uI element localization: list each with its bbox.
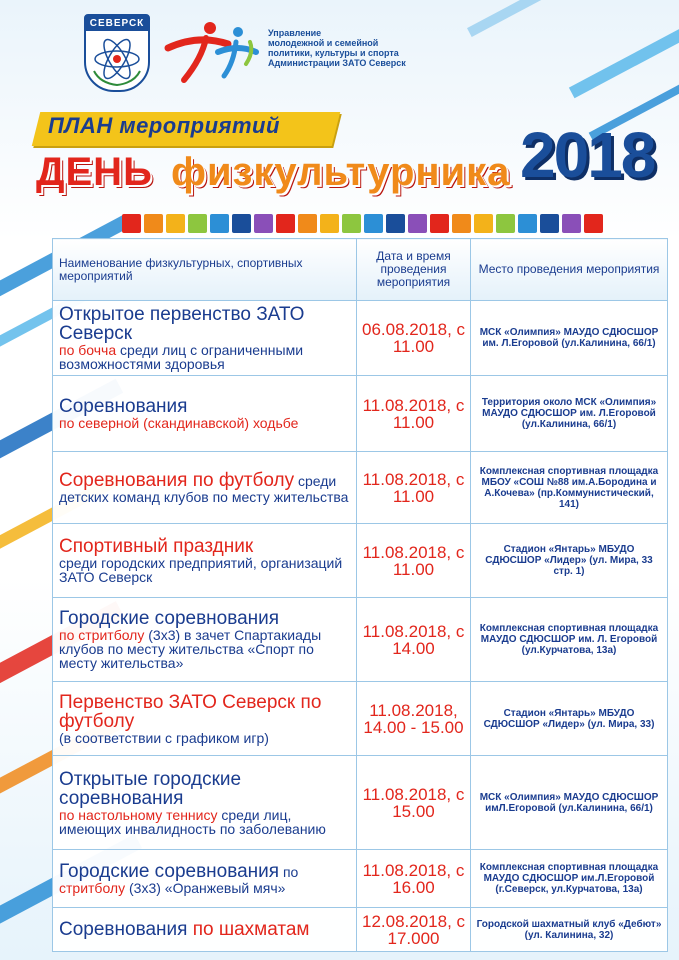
sport-icon bbox=[452, 214, 471, 233]
sport-icon bbox=[364, 214, 383, 233]
title-word-day: ДЕНЬ bbox=[36, 150, 153, 194]
event-desc: (3х3) в зачет Спартакиады клубов по месту жительства «Спорт по месту жительства» bbox=[59, 627, 322, 671]
event-sport: по стритболу bbox=[59, 627, 145, 643]
header bbox=[0, 0, 679, 240]
sport-icon bbox=[298, 214, 317, 233]
event-date: 11.08.2018, с 16.00 bbox=[357, 850, 471, 908]
plan-label: ПЛАН мероприятий bbox=[48, 113, 280, 138]
event-name bbox=[53, 756, 357, 850]
table-row bbox=[53, 301, 668, 376]
org-line: политики, культуры и спорта bbox=[268, 48, 399, 58]
sport-logo-icon bbox=[158, 18, 264, 92]
event-desc: по bbox=[279, 864, 299, 880]
table-row bbox=[53, 682, 668, 756]
table-row bbox=[53, 908, 668, 952]
sport-icon bbox=[562, 214, 581, 233]
organization-name bbox=[268, 28, 418, 68]
event-title: Первенство ЗАТО Северск по футболу bbox=[59, 691, 322, 732]
event-date: 12.08.2018, с 17.000 bbox=[357, 908, 471, 952]
event-sport: по бочча bbox=[59, 342, 117, 358]
col-header-name: Наименование физкультурных, спортивных мероприятий bbox=[53, 239, 357, 301]
event-desc: среди лиц, имеющих инвалидность по заболеванию bbox=[59, 806, 326, 837]
table-row bbox=[53, 452, 668, 524]
event-name bbox=[53, 452, 357, 524]
year: 2018 bbox=[520, 119, 655, 191]
page-title bbox=[36, 150, 510, 195]
event-name bbox=[53, 376, 357, 452]
event-place: Комплексная спортивная площадка МАУДО СДЮСШОР им. Л. Егоровой (ул.Курчатова, 13а) bbox=[471, 598, 668, 682]
event-sport: стритболу bbox=[59, 880, 126, 896]
col-header-date: Дата и время проведения мероприятия bbox=[357, 239, 471, 301]
sport-icon bbox=[320, 214, 339, 233]
event-name bbox=[53, 598, 357, 682]
event-desc: среди городских предприятий, организаций ЗАТО Северск bbox=[59, 555, 343, 585]
table-row bbox=[53, 524, 668, 598]
event-place: Территория около МСК «Олимпия» МАУДО СДЮСШОР им. Л.Егоровой (ул.Калинина, 66/1) bbox=[471, 376, 668, 452]
event-place: Стадион «Янтарь» МБУДО СДЮСШОР «Лидер» (ул. Мира, 33) bbox=[471, 682, 668, 756]
sport-icon bbox=[254, 214, 273, 233]
event-place: МСК «Олимпия» МАУДО СДЮСШОР имЛ.Егоровой (ул.Калинина, 66/1) bbox=[471, 756, 668, 850]
title-word-fizkult: физкультурника bbox=[170, 150, 511, 194]
sport-icon bbox=[122, 214, 141, 233]
city-emblem bbox=[84, 14, 150, 92]
event-sport: по шахматам bbox=[187, 919, 310, 940]
event-name bbox=[53, 301, 357, 376]
event-date: 11.08.2018, с 11.00 bbox=[357, 452, 471, 524]
event-desc: (3х3) «Оранжевый мяч» bbox=[125, 880, 286, 896]
sport-icon bbox=[430, 214, 449, 233]
sport-icon bbox=[540, 214, 559, 233]
event-date: 11.08.2018, с 11.00 bbox=[357, 376, 471, 452]
event-name bbox=[53, 682, 357, 756]
org-line: Администрации ЗАТО Северск bbox=[268, 58, 406, 68]
event-title: Соревнования по футболу bbox=[59, 470, 295, 491]
sport-icon bbox=[166, 214, 185, 233]
event-place: Стадион «Янтарь» МБУДО СДЮСШОР «Лидер» (ул. Мира, 33 стр. 1) bbox=[471, 524, 668, 598]
atom-icon bbox=[86, 31, 148, 89]
event-date: 06.08.2018, с 11.00 bbox=[357, 301, 471, 376]
table-row bbox=[53, 756, 668, 850]
sport-icon bbox=[386, 214, 405, 233]
org-line: Управление bbox=[268, 28, 322, 38]
event-desc: (в соответствии с графиком игр) bbox=[59, 729, 269, 746]
event-place: Комплексная спортивная площадка МБОУ «СОШ №88 им.А.Бородина и А.Кочева» (пр.Коммунистический, 141) bbox=[471, 452, 668, 524]
table-row bbox=[53, 598, 668, 682]
sport-icon bbox=[474, 214, 493, 233]
org-line: молодежной и семейной bbox=[268, 38, 379, 48]
sport-icon bbox=[144, 214, 163, 233]
event-desc: среди лиц с ограниченными возможностями здоровья bbox=[59, 342, 304, 372]
event-title: Соревнования bbox=[59, 919, 188, 940]
event-desc: среди детских команд клубов по месту жительства bbox=[59, 473, 349, 505]
event-date: 11.08.2018, с 14.00 bbox=[357, 598, 471, 682]
event-name bbox=[53, 908, 357, 952]
sport-icon bbox=[188, 214, 207, 233]
event-date: 11.08.2018, 14.00 - 15.00 bbox=[357, 682, 471, 756]
emblem-title: СЕВЕРСК bbox=[86, 16, 148, 31]
event-sport: по северной (скандинавской) ходьбе bbox=[59, 415, 299, 431]
sport-icon bbox=[232, 214, 251, 233]
col-header-place: Место проведения мероприятия bbox=[471, 239, 668, 301]
event-title: Городские соревнования bbox=[59, 861, 280, 882]
event-date: 11.08.2018, с 15.00 bbox=[357, 756, 471, 850]
event-title: Соревнования bbox=[59, 396, 188, 417]
event-title: Городские соревнования bbox=[59, 608, 280, 629]
sport-icons-strip bbox=[122, 214, 603, 233]
sport-icon bbox=[408, 214, 427, 233]
event-title: Открытые городские соревнования bbox=[59, 768, 242, 809]
sport-icon bbox=[276, 214, 295, 233]
event-place: Комплексная спортивная площадка МАУДО СДЮСШОР им.Л.Егоровой (г.Северск, ул.Курчатова, 13а) bbox=[471, 850, 668, 908]
table-header-row bbox=[53, 239, 668, 301]
table-row bbox=[53, 850, 668, 908]
table-row bbox=[53, 376, 668, 452]
event-date: 11.08.2018, с 11.00 bbox=[357, 524, 471, 598]
event-place: МСК «Олимпия» МАУДО СДЮСШОР им. Л.Егоровой (ул.Калинина, 66/1) bbox=[471, 301, 668, 376]
event-name bbox=[53, 524, 357, 598]
event-title: Открытое первенство ЗАТО Северск bbox=[59, 304, 305, 344]
event-title: Спортивный праздник bbox=[59, 536, 254, 557]
event-name bbox=[53, 850, 357, 908]
sport-icon bbox=[518, 214, 537, 233]
sport-icon bbox=[342, 214, 361, 233]
event-sport: по настольному теннису bbox=[59, 806, 218, 823]
event-place: Городской шахматный клуб «Дебют» (ул. Калинина, 32) bbox=[471, 908, 668, 952]
events-table bbox=[52, 238, 668, 952]
sport-icon bbox=[496, 214, 515, 233]
sport-icon bbox=[584, 214, 603, 233]
sport-icon bbox=[210, 214, 229, 233]
